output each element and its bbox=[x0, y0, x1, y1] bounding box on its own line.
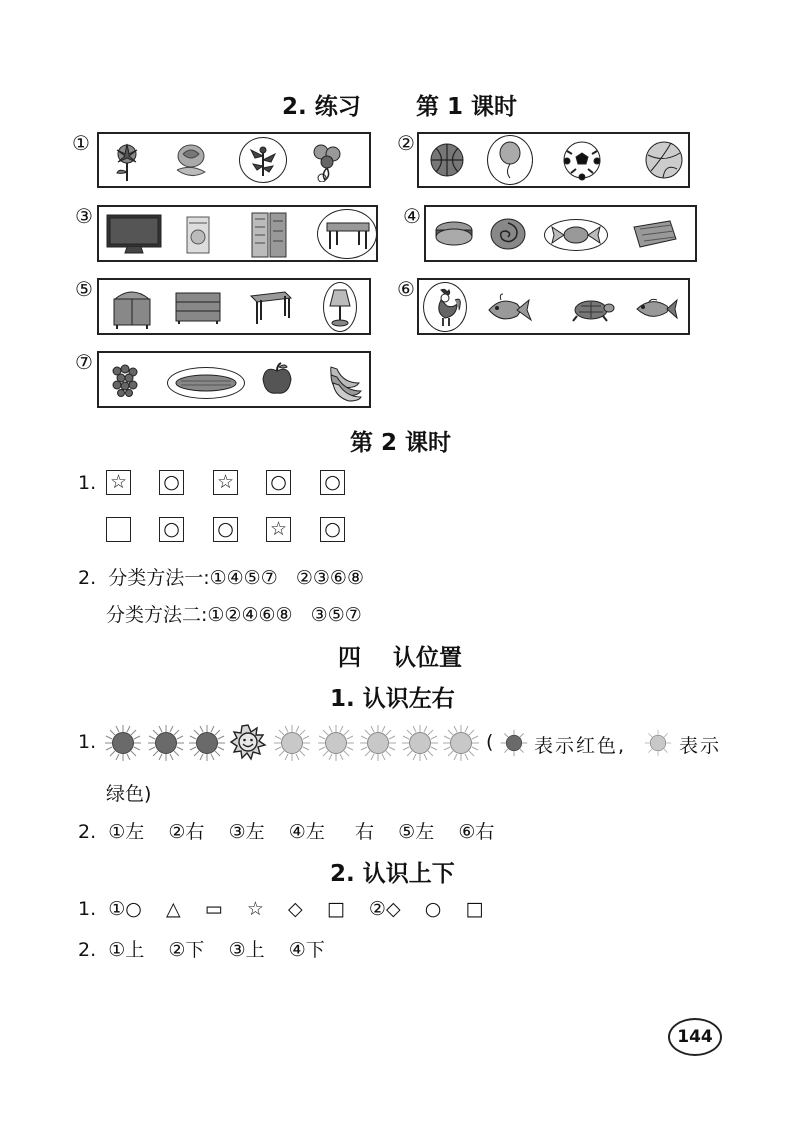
shape-box: ○ bbox=[320, 517, 345, 542]
shape-box: ○ bbox=[320, 470, 345, 495]
group-box-3 bbox=[97, 205, 378, 262]
washing-machine-image bbox=[185, 215, 211, 255]
group-number: ⑤ bbox=[75, 277, 93, 301]
group-number: ③ bbox=[75, 204, 93, 228]
table-image bbox=[325, 219, 371, 251]
shape-box: ○ bbox=[159, 517, 184, 542]
shape-box: ○ bbox=[159, 470, 184, 495]
plant-image bbox=[245, 142, 281, 178]
legend-green-sun-icon bbox=[644, 729, 672, 757]
refrigerator-image bbox=[249, 211, 289, 259]
group-box-4 bbox=[424, 205, 697, 262]
shape-box: ○ bbox=[266, 470, 291, 495]
group-number: ② bbox=[397, 131, 415, 155]
shape-box: ☆ bbox=[213, 470, 238, 495]
lesson-2-title: 第 2 课时 bbox=[350, 430, 452, 456]
question-number: 1. bbox=[78, 731, 97, 753]
up-down-shapes: 1. ①○ △ ▭ ☆ ◇ □ ②◇ ○ □ bbox=[78, 898, 484, 920]
basketball-image bbox=[429, 141, 465, 179]
shape-box bbox=[106, 517, 131, 542]
section-left-right-title: 1. 认识左右 bbox=[330, 686, 455, 712]
section-title: 2. 练习 bbox=[282, 94, 361, 120]
group-number: ⑦ bbox=[75, 350, 93, 374]
soccer-ball-image bbox=[561, 139, 603, 181]
flower-image bbox=[109, 140, 145, 182]
question-number: 1. bbox=[78, 472, 97, 494]
tv-image bbox=[105, 213, 163, 257]
up-down-answers: 2. ①上 ②下 ③上 ④下 bbox=[78, 939, 325, 961]
pastry-image bbox=[488, 215, 528, 253]
cookie-image bbox=[434, 219, 474, 249]
sun-red-icon bbox=[188, 724, 226, 762]
shape-box: ☆ bbox=[106, 470, 131, 495]
rooster-image bbox=[427, 286, 463, 328]
balloon-image bbox=[495, 140, 525, 182]
group-number: ④ bbox=[403, 204, 421, 228]
group-box-2 bbox=[417, 132, 690, 188]
sun-green-icon bbox=[442, 724, 480, 762]
group-box-7 bbox=[97, 351, 371, 408]
group-number: ① bbox=[72, 131, 90, 155]
lamp-image bbox=[328, 286, 352, 328]
dresser-image bbox=[173, 290, 223, 326]
classification-line-2: 分类方法二:①②④⑥⑧ ③⑤⑦ bbox=[106, 604, 362, 626]
cabinet-image bbox=[109, 285, 155, 331]
table-image bbox=[249, 290, 293, 326]
sun-green-icon bbox=[401, 724, 439, 762]
legend-green-text: 表示 bbox=[679, 735, 722, 757]
turtle-image bbox=[567, 294, 617, 324]
section-up-down-title: 2. 认识上下 bbox=[330, 861, 455, 887]
paren-open: ( bbox=[486, 731, 494, 753]
apple-image bbox=[259, 361, 295, 399]
group-number: ⑥ bbox=[397, 277, 415, 301]
chapter-title: 四 认位置 bbox=[338, 645, 463, 671]
candy-image bbox=[550, 223, 602, 247]
classification-line-1: 2. 分类方法一:①④⑤⑦ ②③⑥⑧ bbox=[78, 567, 364, 589]
legend-continuation: 绿色) bbox=[106, 783, 152, 805]
sun-red-icon bbox=[147, 724, 185, 762]
legend-red-text: 表示红色, bbox=[534, 735, 627, 757]
volleyball-image bbox=[643, 139, 685, 181]
shape-box: ☆ bbox=[266, 517, 291, 542]
sun-red-icon bbox=[104, 724, 142, 762]
sun-green-icon bbox=[359, 724, 397, 762]
fish-image bbox=[629, 294, 679, 324]
morning-glory-image bbox=[307, 140, 347, 182]
biscuit-image bbox=[630, 217, 680, 251]
smiling-sun-icon bbox=[229, 723, 267, 761]
whale-image bbox=[485, 292, 533, 326]
cucumber-image bbox=[173, 371, 239, 395]
group-box-1 bbox=[97, 132, 371, 188]
group-box-5 bbox=[97, 278, 371, 335]
lesson-1-title: 第 1 课时 bbox=[416, 94, 518, 120]
group-box-6 bbox=[417, 278, 690, 335]
left-right-answers: 2. ①左 ②右 ③左 ④左 右 ⑤左 ⑥右 bbox=[78, 821, 495, 843]
banana-image bbox=[325, 361, 365, 403]
legend-red-sun-icon bbox=[500, 729, 528, 757]
page-number: 144 bbox=[668, 1018, 722, 1056]
rose-image bbox=[171, 140, 211, 182]
grapes-image bbox=[107, 361, 143, 401]
shape-box: ○ bbox=[213, 517, 238, 542]
sun-green-icon bbox=[273, 724, 311, 762]
sun-green-icon bbox=[317, 724, 355, 762]
